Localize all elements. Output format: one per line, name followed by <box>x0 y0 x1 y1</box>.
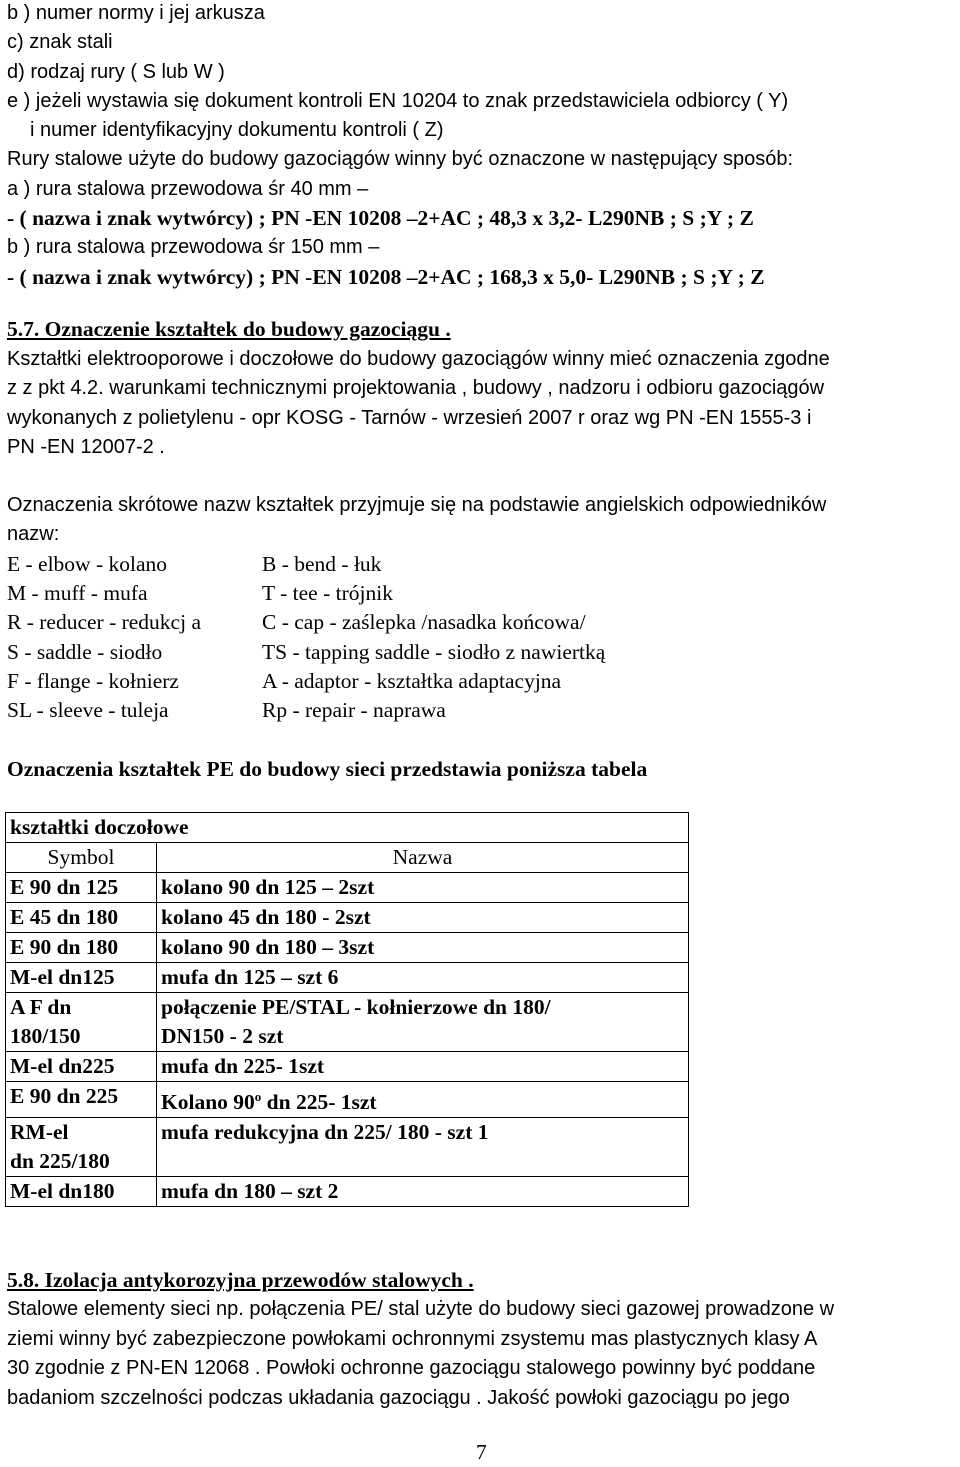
section-5-8-line-3: 30 zgodnie z PN-EN 12068 . Powłoki ochronne gazociągu stalowego powinny być poddane <box>7 1357 816 1379</box>
name-cell: kolano 90 dn 180 – 3szt <box>157 933 689 963</box>
section-5-8-line-2: ziemi winny być zabezpieczone powłokami ochronnymi zsystemu mas plastycznych klasy A <box>7 1328 818 1350</box>
pipe-example-b: b ) rura stalowa przewodowa śr 150 mm – <box>7 236 380 258</box>
pipe-marking-intro: Rury stalowe użyte do budowy gazociągów winny być oznaczone w następujący sposób: <box>7 148 793 170</box>
name-line-1: połączenie PE/STAL - kołnierzowe dn 180/ <box>161 995 551 1019</box>
section-5-8-line-1: Stalowe elementy sieci np. połączenia PE/ stal użyte do budowy sieci gazowej prowadzone w <box>7 1298 835 1320</box>
pipe-marking-b: - ( nazwa i znak wytwórcy) ; PN -EN 10208 –2+AC ; 168,3 x 5,0- L290NB ; S ;Y ; Z <box>7 265 765 289</box>
table-row <box>6 933 689 963</box>
symbol-line-2: 180/150 <box>10 1024 81 1048</box>
abbrev-right-1: B - bend - łuk <box>262 552 382 576</box>
abbrev-left-4: S - saddle - siodło <box>7 640 163 664</box>
symbol-line-2: dn 225/180 <box>10 1149 110 1174</box>
name-cell: mufa redukcyjna dn 225/ 180 - szt 1 <box>157 1118 689 1177</box>
abbrev-left-3: R - reducer - redukcj a <box>7 610 201 634</box>
symbol-cell: M-el dn125 <box>6 963 157 993</box>
table-row <box>6 1052 689 1082</box>
section-5-7-line-3: wykonanych z polietylenu - opr KOSG - Tarnów - wrzesień 2007 r oraz wg PN -EN 1555-3 i <box>7 407 812 429</box>
name-cell: mufa dn 225- 1szt <box>157 1052 689 1082</box>
pipe-example-a: a ) rura stalowa przewodowa śr 40 mm – <box>7 178 369 200</box>
table-row <box>6 1177 689 1207</box>
abbrev-left-1: E - elbow - kolano <box>7 552 168 576</box>
section-5-8-line-4: badaniom szczelności podczas układania gazociągu . Jakość powłoki gazociągu po jego <box>7 1387 790 1409</box>
table-caption: kształtki doczołowe <box>6 813 689 843</box>
table-row <box>6 903 689 933</box>
list-item-e: e ) jeżeli wystawia się dokument kontroli EN 10204 to znak przedstawiciela odbiorcy ( Y) <box>7 90 789 112</box>
name-cell <box>157 993 689 1052</box>
abbrev-right-4: TS - tapping saddle - siodło z nawiertką <box>262 640 606 664</box>
section-5-7-line-2: z z pkt 4.2. warunkami technicznymi projektowania , budowy , nadzoru i odbioru gazociągów <box>7 377 825 399</box>
symbol-cell: E 90 dn 125 <box>6 873 157 903</box>
abbrev-left-5: F - flange - kołnierz <box>7 669 179 693</box>
name-cell: mufa dn 125 – szt 6 <box>157 963 689 993</box>
name-cell: kolano 45 dn 180 - 2szt <box>157 903 689 933</box>
symbol-cell: M-el dn180 <box>6 1177 157 1207</box>
table-header-row <box>6 843 689 873</box>
abbrev-right-2: T - tee - trójnik <box>262 581 393 605</box>
abbrev-left-2: M - muff - mufa <box>7 581 148 605</box>
name-line-2: DN150 - 2 szt <box>161 1024 284 1048</box>
pipe-marking-a: - ( nazwa i znak wytwórcy) ; PN -EN 10208 –2+AC ; 48,3 x 3,2- L290NB ; S ;Y ; Z <box>7 206 754 230</box>
table-row <box>6 873 689 903</box>
column-header-symbol: Symbol <box>6 843 157 873</box>
section-5-8-heading: 5.8. Izolacja antykorozyjna przewodów stalowych . <box>7 1268 474 1292</box>
section-5-7-heading: 5.7. Oznaczenie kształtek do budowy gazociągu . <box>7 317 451 341</box>
abbrev-left-6: SL - sleeve - tuleja <box>7 698 169 722</box>
abbrev-right-6: Rp - repair - naprawa <box>262 698 446 722</box>
fittings-table <box>5 812 689 1207</box>
name-text-suffix: dn 225- 1szt <box>261 1090 377 1115</box>
symbol-line-1: A F dn <box>10 995 72 1019</box>
list-item-d: d) rodzaj rury ( S lub W ) <box>7 61 225 83</box>
list-item-e-cont: i numer identyfikacyjny dokumentu kontroli ( Z) <box>30 119 444 141</box>
table-caption-row <box>6 813 689 843</box>
symbol-cell <box>6 1118 157 1177</box>
symbol-cell: E 90 dn 225 <box>6 1082 157 1118</box>
symbol-cell: E 90 dn 180 <box>6 933 157 963</box>
table-row <box>6 993 689 1052</box>
degree-superscript: o <box>254 1089 262 1104</box>
table-heading: Oznaczenia kształtek PE do budowy sieci przedstawia poniższa tabela <box>7 757 648 781</box>
table-row <box>6 963 689 993</box>
abbrev-intro-line-2: nazw: <box>7 523 60 545</box>
section-5-7-line-1: Kształtki elektrooporowe i doczołowe do budowy gazociągów winny mieć oznaczenia zgodne <box>7 348 830 370</box>
name-text: Kolano 90 <box>161 1090 255 1115</box>
abbrev-intro-line-1: Oznaczenia skrótowe nazw kształtek przyjmuje się na podstawie angielskich odpowiedników <box>7 494 827 516</box>
abbrev-right-5: A - adaptor - kształtka adaptacyjna <box>262 669 562 693</box>
symbol-cell: M-el dn225 <box>6 1052 157 1082</box>
table-row <box>6 1082 689 1118</box>
list-item-c: c) znak stali <box>7 31 113 53</box>
name-cell: mufa dn 180 – szt 2 <box>157 1177 689 1207</box>
symbol-cell <box>6 993 157 1052</box>
table-row <box>6 1118 689 1177</box>
name-cell: kolano 90 dn 125 – 2szt <box>157 873 689 903</box>
symbol-cell: E 45 dn 180 <box>6 903 157 933</box>
symbol-line-1: RM-el <box>10 1120 69 1145</box>
abbrev-right-3: C - cap - zaślepka /nasadka końcowa/ <box>262 610 586 634</box>
section-5-7-line-4: PN -EN 12007-2 . <box>7 436 165 458</box>
page-number: 7 <box>476 1440 487 1464</box>
column-header-name: Nazwa <box>157 843 689 873</box>
list-item-b: b ) numer normy i jej arkusza <box>7 2 265 24</box>
name-cell <box>157 1082 689 1118</box>
